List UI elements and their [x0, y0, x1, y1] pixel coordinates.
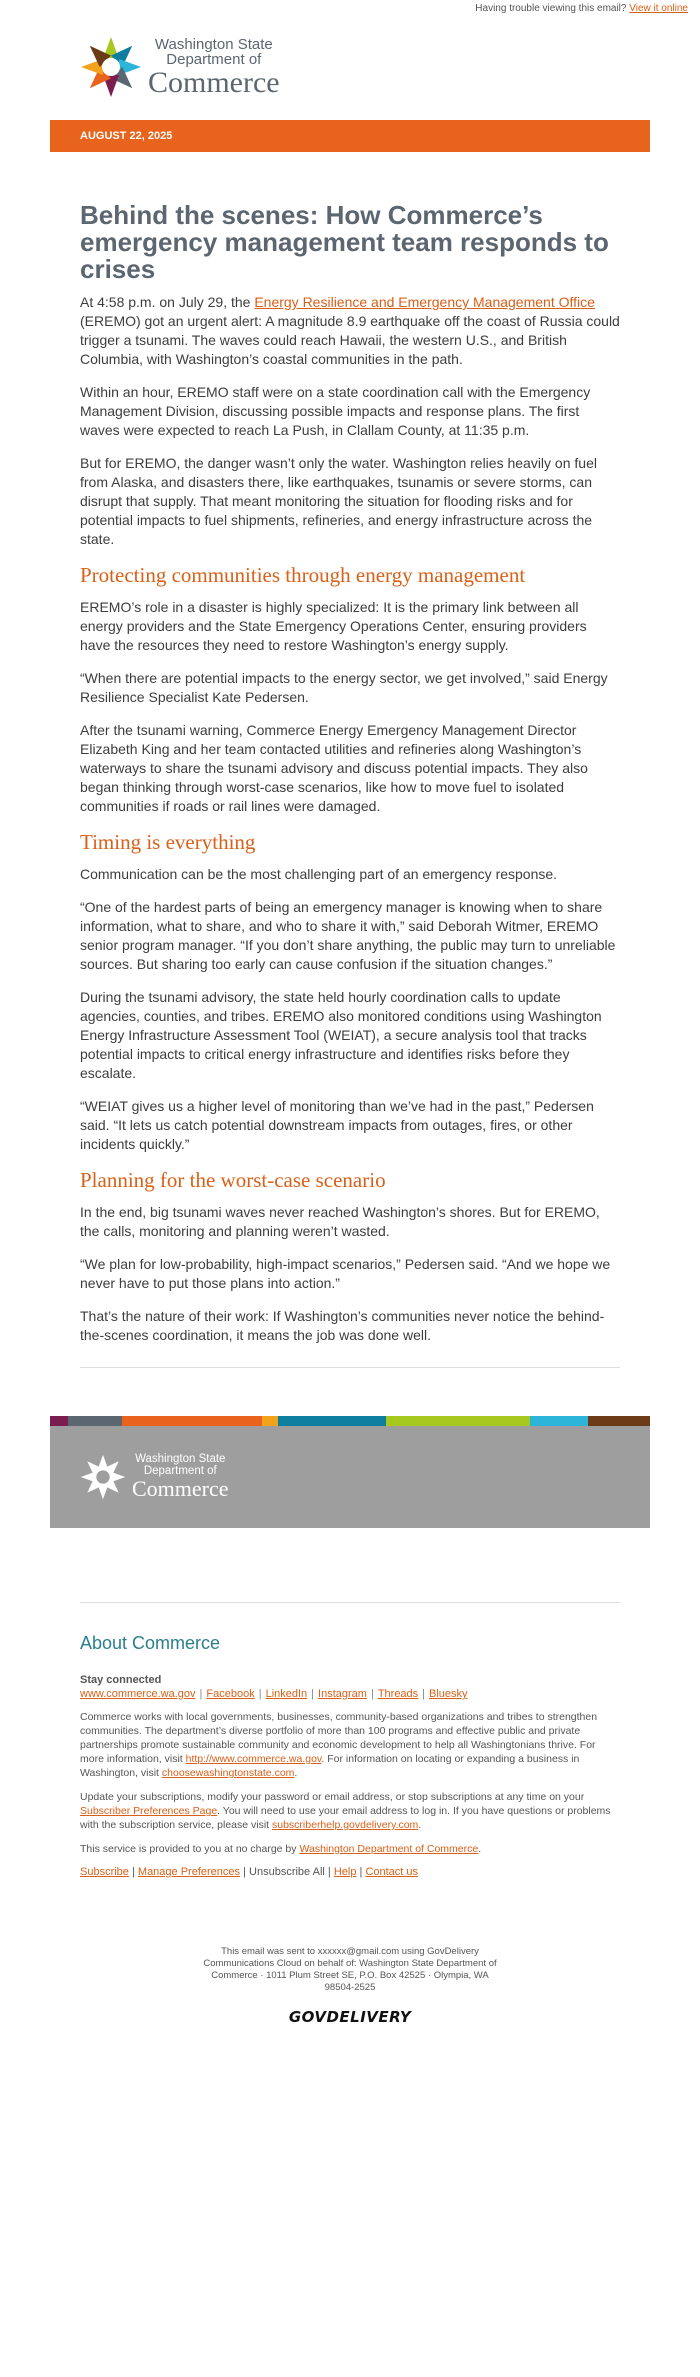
logo-line-2: Department of: [166, 50, 262, 68]
footer-logo-line-1: Washington State: [135, 1453, 226, 1465]
paragraph-3: But for EREMO, the danger wasn’t only the water. Washington relies heavily on fuel from Alaska, and disasters there, like earthquakes, tsunamis or severe storms, can disrupt that supply. That meant monitoring the situation for flooding risks and for potential impacts to fuel shipments, refineries, and energy infrastructure across the state.: [80, 455, 597, 547]
logo-line-1: Washington State: [154, 35, 273, 53]
instagram-link[interactable]: Instagram: [318, 1688, 367, 1700]
view-online-bar: [0, 0, 700, 22]
view-online-prefix: Having trouble viewing this email?: [475, 3, 627, 14]
separator: |: [311, 1688, 315, 1700]
footer-commerce-logo[interactable]: [80, 1454, 229, 1500]
view-online-link[interactable]: View it online: [629, 3, 688, 14]
service-text: This service is provided to you at no charge by: [80, 1843, 300, 1855]
section-heading-protecting: Protecting communities through energy management: [80, 563, 526, 587]
eremo-link[interactable]: Energy Resilience and Emergency Management Office: [254, 294, 595, 310]
facebook-link[interactable]: Facebook: [206, 1688, 255, 1700]
divider: [80, 1367, 620, 1368]
section-heading-timing: Timing is everything: [80, 830, 256, 854]
desc-text: . For information on locating or expanding a business in Washington, visit: [80, 1753, 580, 1779]
linkedin-link[interactable]: LinkedIn: [265, 1688, 308, 1700]
sent-notice: This email was sent to xxxxxx@gmail.com using GovDelivery Communications Cloud on behalf of: Washington State Department of Commerce · 1011 Plum Street SE, P.O. Box 42525 · Olympia, WA 98504-2525: [203, 1946, 497, 1993]
paragraph-2: Within an hour, EREMO staff were on a state coordination call with the Emergency Management Division, discussing possible impacts and response plans. The first waves were expected to reach La Push, in Clallam County, at 11:35 p.m.: [80, 384, 591, 438]
stripe-segment: [50, 1416, 68, 1426]
website-link[interactable]: www.commerce.wa.gov: [80, 1688, 196, 1700]
update-text: .: [418, 1819, 422, 1831]
footer-logo-line-2: Department of: [143, 1464, 217, 1477]
separator: |: [199, 1688, 203, 1700]
subscriber-help-link[interactable]: subscriberhelp.govdelivery.com: [272, 1819, 419, 1831]
stripe-segment: [68, 1416, 122, 1426]
paragraph-8: “One of the hardest parts of being an emergency manager is knowing when to share information, what to share, and who to share it with,” said Deborah Witmer, EREMO senior program manager. “If you don’t share anything, the public may turn to unreliable sources. But sharing too early can cause confusion if the situation changes.”: [80, 899, 616, 972]
email-header: [50, 22, 650, 120]
commerce-star-icon: [80, 36, 142, 98]
logo-wordmark: [148, 37, 280, 98]
color-stripe: [50, 1416, 650, 1426]
footer-logo-line-3: Commerce: [132, 1476, 229, 1501]
desc-text: Commerce works with local governments, businesses, community-based organizations and tribes to strengthen communities. The department’s diverse portfolio of more than 100 programs and effective public and private partnerships promote sustainable community and economic development to help all Washingtonians thrive. For more information, visit: [80, 1711, 598, 1765]
paragraph-13: That’s the nature of their work: If Washington’s communities never notice the behind-the-scenes coordination, it means the job was done well.: [80, 1308, 605, 1343]
choosewashington-link[interactable]: choosewashingtonstate.com: [161, 1767, 295, 1779]
threads-link[interactable]: Threads: [377, 1688, 419, 1700]
stripe-segment: [588, 1416, 650, 1426]
paragraph-12: “We plan for low-probability, high-impact scenarios,” Pedersen said. “And we hope we never have to put those plans into action.”: [80, 1256, 611, 1291]
subscription-links: Subscribe | Manage Preferences | Unsubscribe All | Help | Contact us: [80, 1866, 419, 1878]
about-heading: About Commerce: [80, 1633, 221, 1653]
logo-line-3: Commerce: [148, 65, 280, 99]
about-description: [80, 1710, 620, 1780]
p1-pre: At 4:58 p.m. on July 29, the: [80, 294, 255, 310]
paragraph-10: “WEIAT gives us a higher level of monitoring than we’ve had in the past,” Pedersen said. “It lets us catch potential downstream impacts from outages, fires, or other incidents quickly.”: [80, 1098, 594, 1152]
stripe-segment: [386, 1416, 530, 1426]
footer-logo-band: [50, 1426, 650, 1528]
separator: |: [422, 1688, 426, 1700]
commerce-url-link[interactable]: http://www.commerce.wa.gov: [185, 1753, 322, 1765]
manage-preferences-link[interactable]: Manage Preferences: [137, 1866, 241, 1878]
contact-us-link[interactable]: Contact us: [365, 1866, 419, 1878]
paragraph-7: Communication can be the most challenging part of an emergency response.: [80, 866, 558, 882]
section-heading-planning: Planning for the worst-case scenario: [80, 1168, 386, 1192]
about-section: [50, 1603, 650, 1878]
date-banner: AUGUST 22, 2025: [50, 120, 650, 152]
department-link[interactable]: Washington Department of Commerce: [299, 1843, 479, 1855]
paragraph-1: [80, 293, 620, 369]
service-text: .: [478, 1843, 482, 1855]
p1-post: (EREMO) got an urgent alert: A magnitude 8.9 earthquake off the coast of Russia could trigger a tsunami. The waves could reach Hawaii, the western U.S., and British Columbia, with Washington’s coastal communities in the path.: [80, 313, 620, 367]
paragraph-5: “When there are potential impacts to the energy sector, we get involved,” said Energy Resilience Specialist Kate Pedersen.: [80, 670, 608, 705]
service-note: [80, 1842, 620, 1856]
stay-connected-label: Stay connected: [80, 1674, 162, 1686]
update-text: . You will need to use your email address to log in. If you have questions or problems with the subscription service, please visit: [80, 1805, 611, 1831]
subscriber-preferences-link[interactable]: Subscriber Preferences Page: [80, 1805, 218, 1817]
stripe-segment: [530, 1416, 588, 1426]
help-link[interactable]: Help: [333, 1866, 357, 1878]
email-container: [50, 22, 650, 2026]
footer-star-icon: [80, 1454, 126, 1500]
footer-logo-wordmark: [132, 1454, 229, 1500]
paragraph-6: After the tsunami warning, Commerce Energy Emergency Management Director Elizabeth King and her team contacted utilities and refineries along Washington’s waterways to share the tsunami advisory and discuss potential impacts. They also began thinking through worst-case scenarios, like how to move fuel to isolated communities if roads or rail lines were damaged.: [80, 722, 588, 814]
update-text: Update your subscriptions, modify your password or email address, or stop subscriptions at any time on your: [80, 1791, 585, 1803]
unsubscribe-all-link[interactable]: Unsubscribe All: [249, 1866, 325, 1878]
govdelivery-logo[interactable]: GOVDELIVERY: [288, 2008, 412, 2026]
bluesky-link[interactable]: Bluesky: [429, 1688, 468, 1700]
article: [50, 152, 650, 1345]
stripe-segment: [262, 1416, 278, 1426]
stripe-segment: [122, 1416, 262, 1426]
social-links: [80, 1688, 620, 1700]
subscribe-link[interactable]: Subscribe: [80, 1866, 129, 1878]
commerce-logo[interactable]: [80, 36, 280, 98]
stripe-segment: [278, 1416, 386, 1426]
article-title: Behind the scenes: How Commerce’s emergency management team responds to crises: [80, 200, 609, 284]
subscription-info: [80, 1790, 620, 1832]
paragraph-9: During the tsunami advisory, the state held hourly coordination calls to update agencies, counties, and tribes. EREMO also monitored conditions using Washington Energy Infrastructure Assessment Tool (WEIAT), a secure analysis tool that tracks potential impacts to critical energy infrastructure and identifies risks before they escalate.: [80, 989, 602, 1081]
desc-text: .: [294, 1767, 298, 1779]
paragraph-11: In the end, big tsunami waves never reached Washington’s shores. But for EREMO, the calls, monitoring and planning weren’t wasted.: [80, 1204, 600, 1239]
separator: |: [370, 1688, 374, 1700]
paragraph-4: EREMO’s role in a disaster is highly specialized: It is the primary link between all energy providers and the State Emergency Operations Center, ensuring providers have the resources they need to restore Washington’s energy supply.: [80, 599, 587, 653]
separator: |: [258, 1688, 262, 1700]
